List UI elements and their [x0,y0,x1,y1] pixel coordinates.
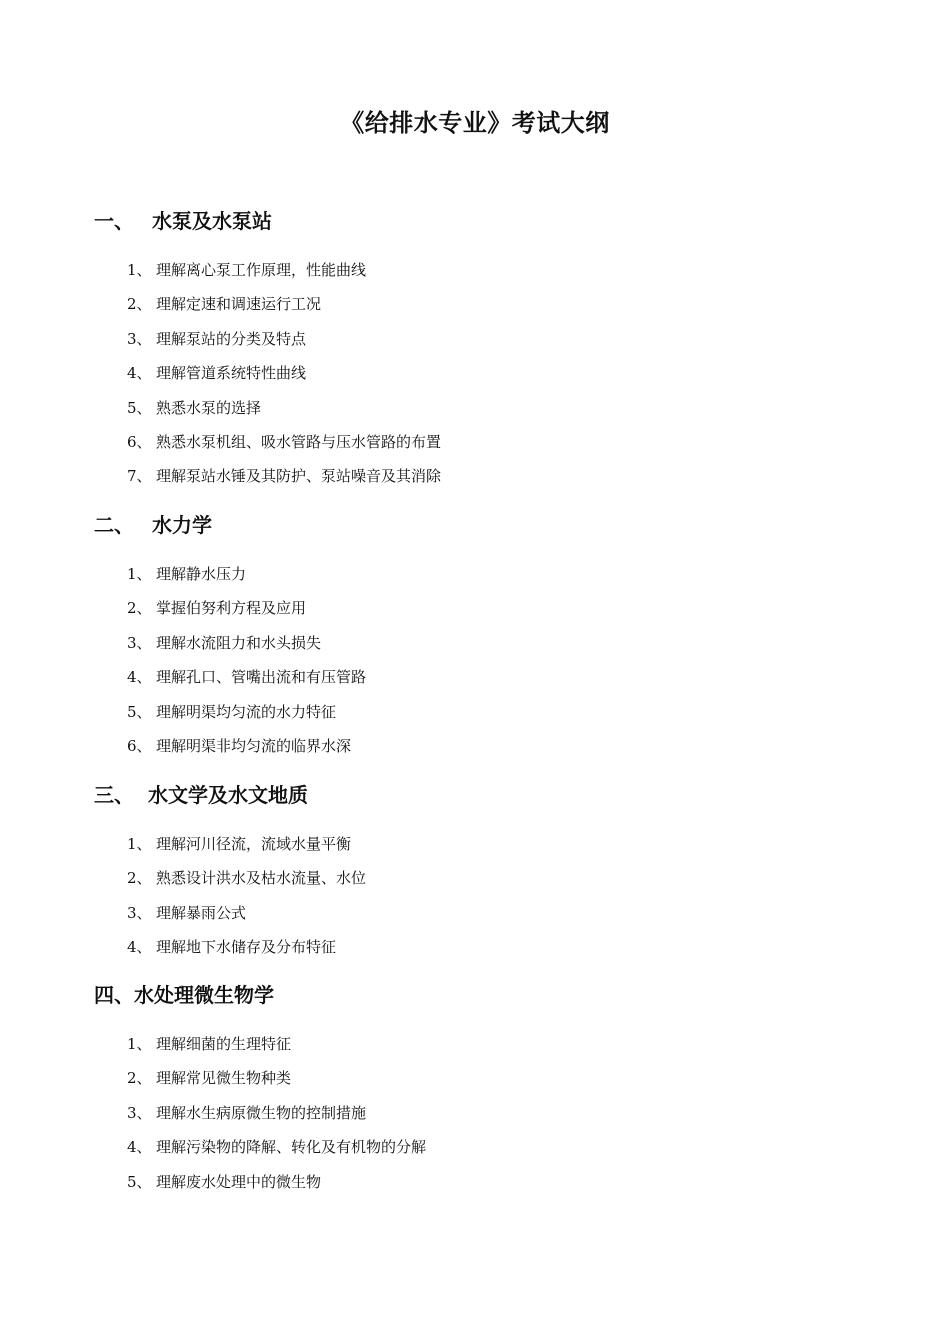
item-number: 3、 [127,1103,152,1122]
item-number: 3、 [127,329,152,348]
item-text: 理解孔口、管嘴出流和有压管路 [156,668,367,687]
item-text: 掌握伯努利方程及应用 [156,599,307,618]
item-number: 7、 [127,467,152,486]
list-item [127,258,441,292]
list-item [127,562,366,596]
list-item [127,1170,426,1204]
item-number: 2、 [127,599,152,618]
item-number: 4、 [127,668,152,687]
item-number: 2、 [127,1069,152,1088]
item-text: 理解常见微生物种类 [156,1069,292,1088]
list-item [127,292,441,326]
item-number: 5、 [127,1172,152,1191]
item-number: 2、 [127,869,152,888]
item-text: 理解暴雨公式 [156,903,247,922]
list-item [127,1135,426,1169]
item-number: 4、 [127,364,152,383]
item-text: 理解明渠均匀流的水力特征 [156,702,337,721]
item-text: 理解泵站的分类及特点 [156,329,307,348]
item-text: 理解定速和调速运行工况 [156,295,322,314]
item-number: 5、 [127,702,152,721]
list-item [127,901,366,935]
section-title: 水处理微生物学 [134,983,274,1007]
document-title: 《给排水专业》考试大纲 [340,109,610,137]
section-number: 一、 [94,209,134,233]
item-number: 5、 [127,398,152,417]
item-number: 3、 [127,903,152,922]
section-title: 水泵及水泵站 [152,209,272,233]
list-item [127,1066,426,1100]
item-number: 1、 [127,565,152,583]
section-heading-4 [94,980,274,1010]
list-item [127,665,366,699]
section-number: 二、 [94,513,134,537]
item-text: 理解地下水储存及分布特征 [156,938,337,957]
list-item [127,866,366,900]
list-item [127,832,366,866]
section-title: 水文学及水文地质 [148,783,308,807]
item-text: 熟悉水泵的选择 [156,398,262,417]
item-text: 理解水生病原微生物的控制措施 [156,1103,367,1122]
list-item [127,361,441,395]
list-item [127,430,441,464]
item-text: 理解明渠非均匀流的临界水深 [156,736,352,755]
list-item [127,700,366,734]
item-text: 熟悉设计洪水及枯水流量、水位 [156,869,367,888]
item-text: 理解静水压力 [156,565,247,583]
list-item [127,327,441,361]
section-title: 水力学 [152,513,212,537]
section-2-item-list [127,562,366,768]
list-item [127,631,366,665]
list-item [127,596,366,630]
item-number: 1、 [127,835,152,853]
item-text: 理解河川径流，流域水量平衡 [156,835,352,853]
section-4-item-list [127,1032,426,1204]
item-number: 1、 [127,1035,152,1053]
item-number: 4、 [127,938,152,957]
section-number: 三、 [94,783,134,807]
list-item [127,935,366,969]
item-text: 理解离心泵工作原理，性能曲线 [156,261,367,279]
item-text: 理解管道系统特性曲线 [156,364,307,383]
item-number: 2、 [127,295,152,314]
item-text: 理解泵站水锤及其防护、泵站噪音及其消除 [156,467,442,486]
list-item [127,1032,426,1066]
item-text: 理解废水处理中的微生物 [156,1172,322,1191]
section-heading-1 [94,206,272,236]
item-number: 1、 [127,261,152,279]
item-number: 3、 [127,633,152,652]
section-heading-2 [94,510,212,540]
section-number: 四、 [94,983,134,1007]
item-text: 熟悉水泵机组、吸水管路与压水管路的布置 [156,432,442,451]
section-heading-3 [94,780,308,810]
list-item [127,734,366,768]
item-number: 4、 [127,1138,152,1157]
item-text: 理解细菌的生理特征 [156,1035,292,1053]
section-1-item-list [127,258,441,499]
section-3-item-list [127,832,366,970]
item-number: 6、 [127,432,152,451]
list-item [127,464,441,498]
list-item [127,396,441,430]
item-text: 理解水流阻力和水头损失 [156,633,322,652]
list-item [127,1101,426,1135]
item-text: 理解污染物的降解、转化及有机物的分解 [156,1138,427,1157]
item-number: 6、 [127,736,152,755]
